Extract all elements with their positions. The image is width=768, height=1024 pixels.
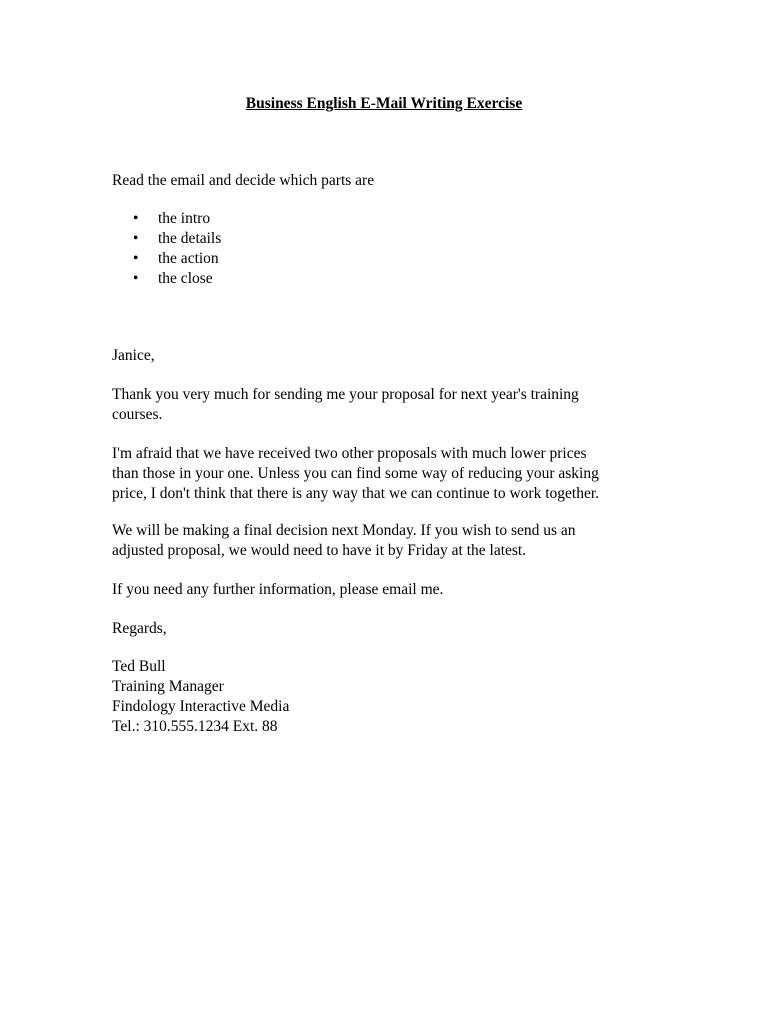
list-item-label: the close	[158, 270, 213, 287]
instruction-text: Read the email and decide which parts are	[112, 172, 375, 189]
text-line: price, I don't think that there is any way that we can continue to work together.	[112, 485, 600, 502]
email-paragraph-3	[112, 521, 652, 561]
email-greeting: Janice,	[112, 347, 155, 364]
signature-title: Training Manager	[112, 678, 224, 695]
document-title: Business English E-Mail Writing Exercise	[245, 95, 523, 112]
text-line: courses.	[112, 406, 163, 423]
signature-phone: Tel.: 310.555.1234 Ext. 88	[112, 718, 278, 735]
parts-list	[112, 209, 221, 289]
bullet-icon: •	[133, 230, 139, 247]
list-item	[112, 229, 221, 249]
text-line: We will be making a final decision next Monday. If you wish to send us an	[112, 522, 576, 539]
email-closing: Regards,	[112, 620, 167, 637]
text-line: than those in your one. Unless you can find some way of reducing your asking	[112, 465, 599, 482]
text-line: adjusted proposal, we would need to have it by Friday at the latest.	[112, 542, 527, 559]
email-paragraph-2	[112, 444, 652, 504]
list-item-label: the intro	[158, 210, 211, 227]
list-item	[112, 269, 221, 289]
email-paragraph-1	[112, 385, 652, 425]
bullet-icon: •	[133, 250, 139, 267]
signature-name: Ted Bull	[112, 658, 166, 675]
list-item-label: the action	[158, 250, 219, 267]
bullet-icon: •	[133, 210, 139, 227]
text-line: I'm afraid that we have received two other proposals with much lower prices	[112, 445, 587, 462]
bullet-icon: •	[133, 270, 139, 287]
list-item	[112, 249, 221, 269]
signature-company: Findology Interactive Media	[112, 698, 290, 715]
text-line: Thank you very much for sending me your proposal for next year's training	[112, 386, 579, 403]
list-item	[112, 209, 221, 229]
email-signature	[112, 657, 652, 737]
email-paragraph-4: If you need any further information, please email me.	[112, 581, 444, 598]
list-item-label: the details	[158, 230, 222, 247]
